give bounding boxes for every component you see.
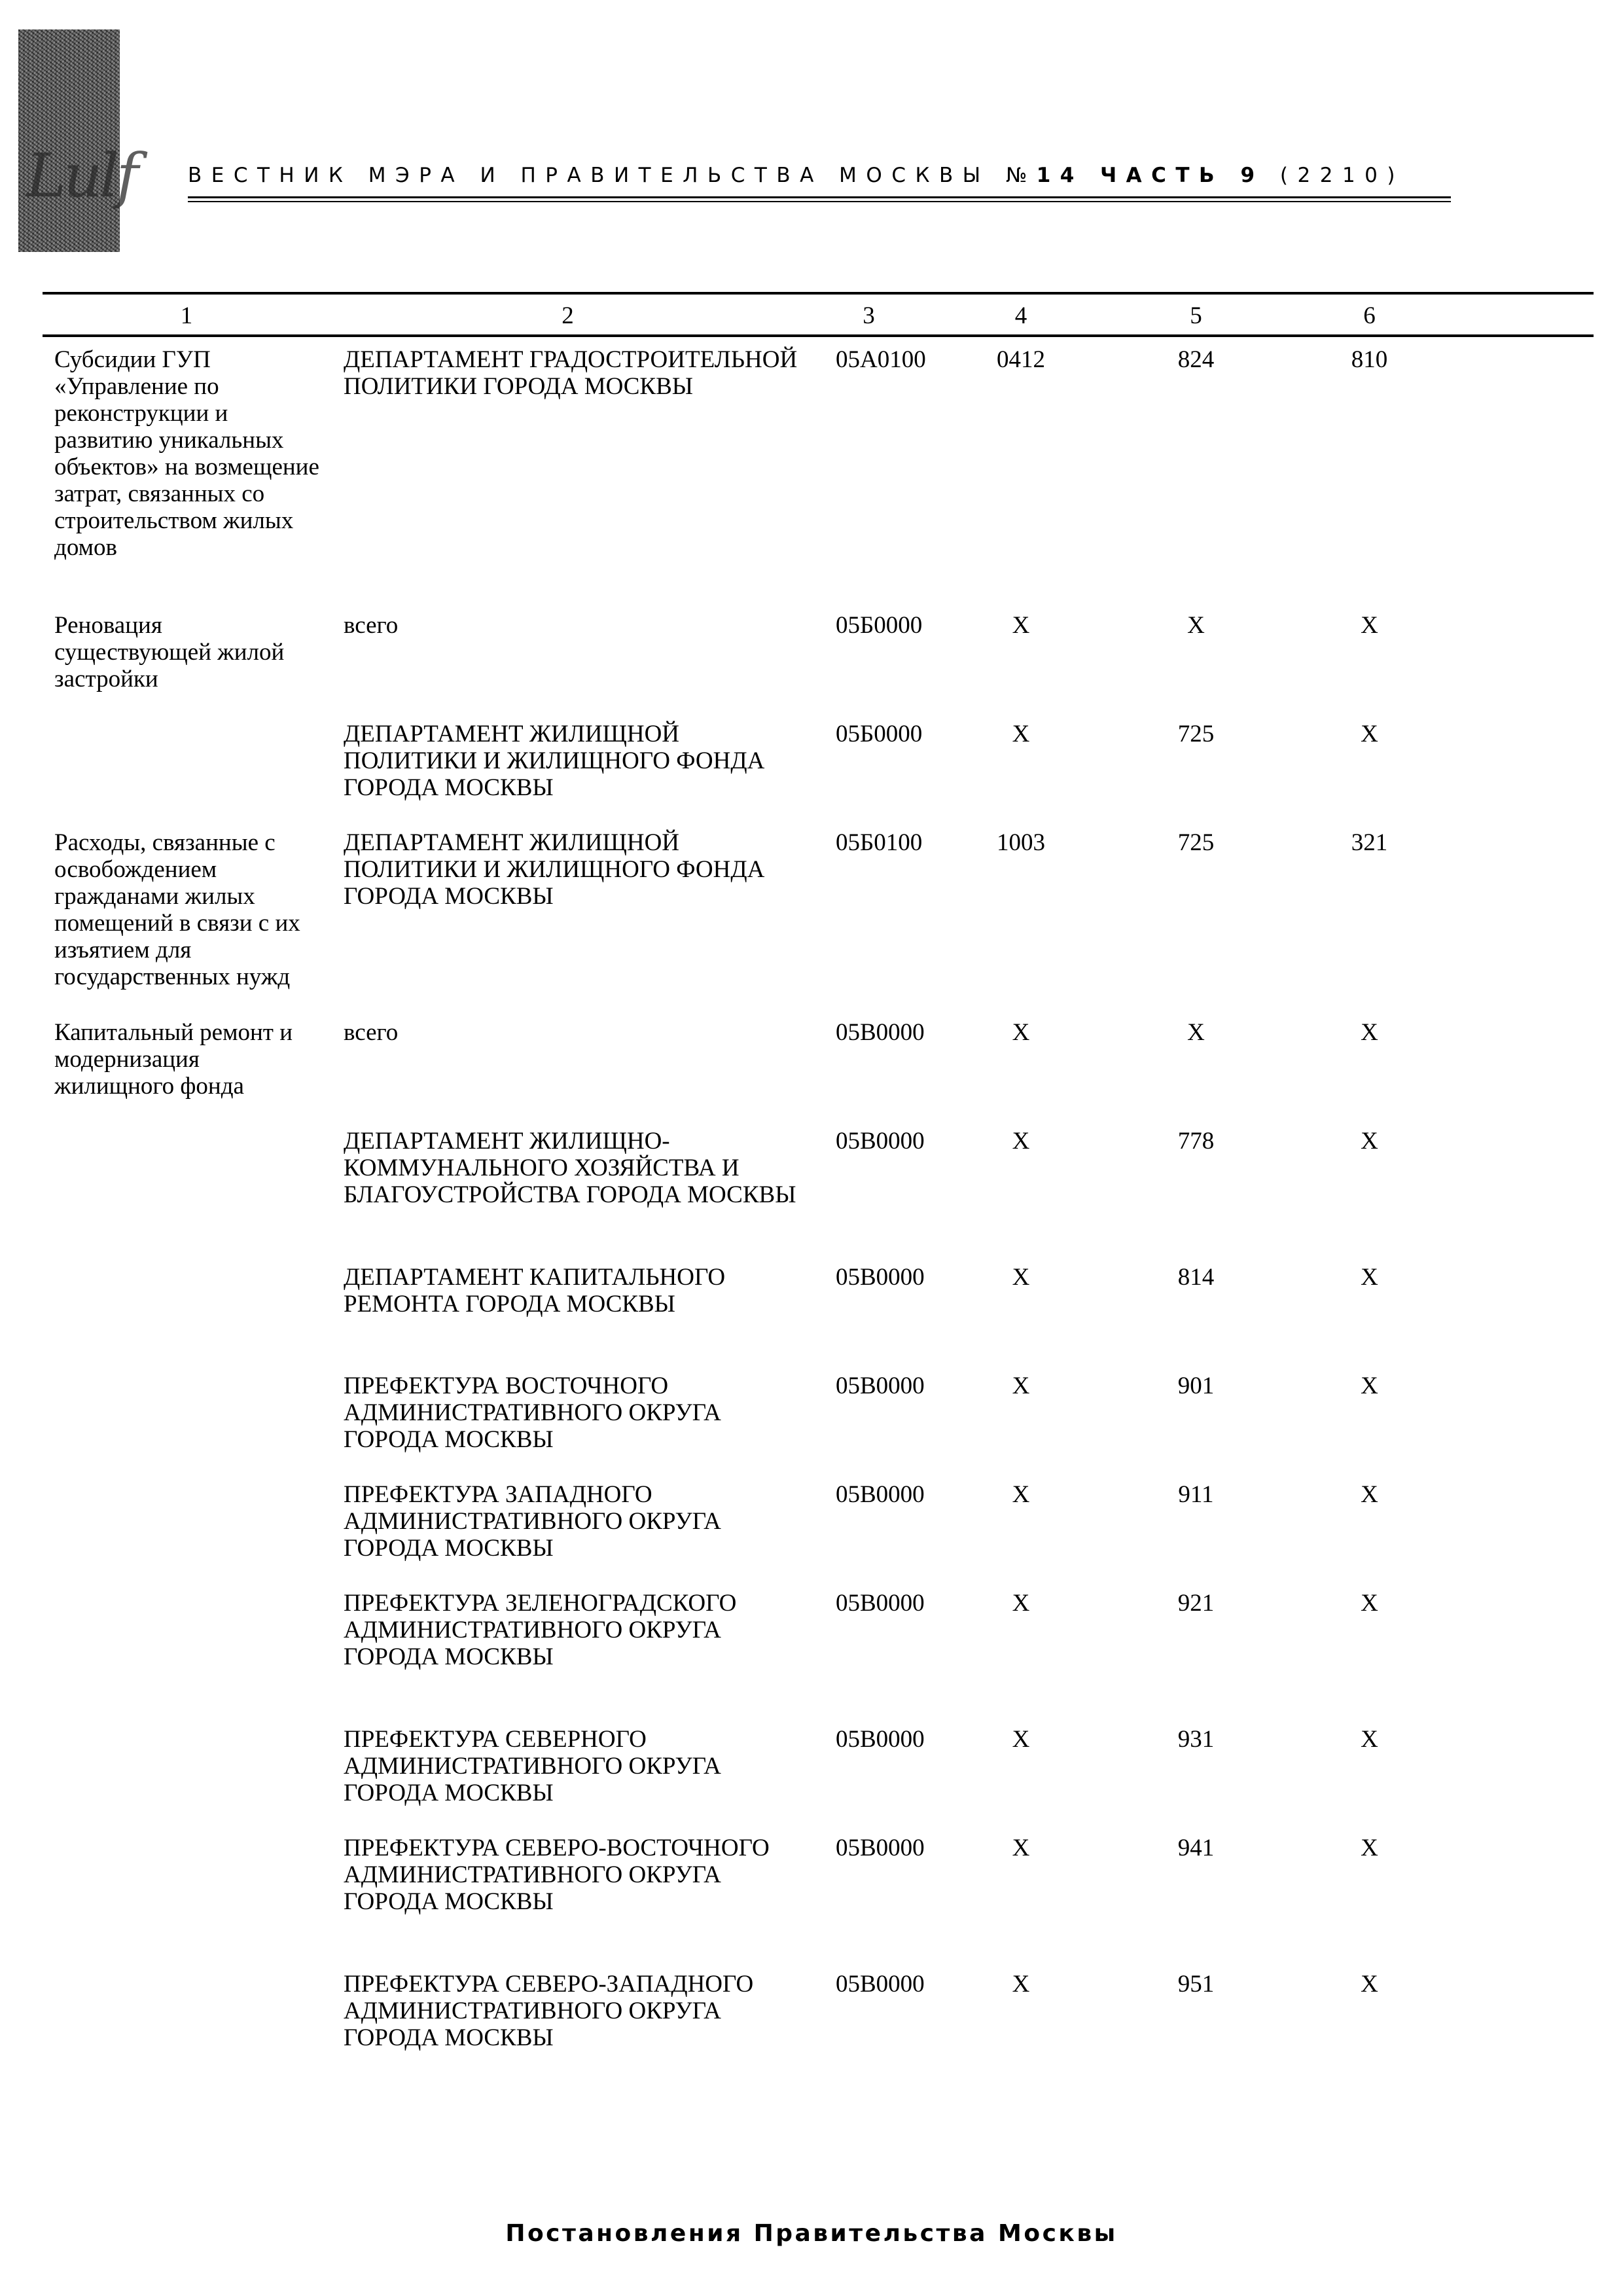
row-code: 05А0100 <box>836 346 926 373</box>
row-name: Реновация существующей жилой застройки <box>54 612 285 692</box>
row-name: Капитальный ремонт и модернизация жилищного фонда <box>54 1019 293 1100</box>
row-ministry: 921 <box>1177 1590 1215 1617</box>
table-row <box>43 1971 1594 2107</box>
row-name <box>43 1128 330 1264</box>
table-row <box>43 612 1594 721</box>
header-rule-top <box>188 196 1451 198</box>
row-ministry: 725 <box>1177 829 1215 856</box>
row-ministry: Х <box>1187 1019 1205 1046</box>
row-recipient: всего <box>344 1019 399 1046</box>
row-name <box>43 1264 330 1372</box>
row-name <box>43 1726 330 1835</box>
row-expense-type: 321 <box>1351 829 1388 856</box>
row-expense-type: Х <box>1361 1481 1378 1508</box>
logo-mark: Lulf <box>26 141 136 211</box>
row-expense-type: Х <box>1361 1372 1378 1399</box>
row-ministry: 814 <box>1177 1264 1215 1291</box>
row-recipient: ПРЕФЕКТУРА ЗЕЛЕНОГРАДСКОГО АДМИНИСТРАТИВНОГО ОКРУГА ГОРОДА МОСКВЫ <box>344 1590 737 1670</box>
row-code: 05В0000 <box>836 1019 925 1046</box>
row-code: 05Б0000 <box>836 721 923 747</box>
row-recipient: ПРЕФЕКТУРА СЕВЕРНОГО АДМИНИСТРАТИВНОГО ОКРУГА ГОРОДА МОСКВЫ <box>344 1726 721 1806</box>
row-code: 05В0000 <box>836 1971 925 1998</box>
row-section: Х <box>1012 1372 1030 1399</box>
row-recipient: ПРЕФЕКТУРА СЕВЕРО-ЗАПАДНОГО АДМИНИСТРАТИВНОГО ОКРУГА ГОРОДА МОСКВЫ <box>344 1971 754 2051</box>
row-code: 05В0000 <box>836 1726 925 1753</box>
row-code: 05Б0100 <box>836 829 923 856</box>
table-row <box>43 336 1594 612</box>
column-header: 6 <box>1283 293 1456 336</box>
row-name: Расходы, связанные с освобождением гражданами жилых помещений в связи с их изъятием для государственных нужд <box>54 829 300 990</box>
table-row <box>43 829 1594 1019</box>
row-recipient: всего <box>344 612 399 639</box>
row-name <box>43 1372 330 1481</box>
row-section: Х <box>1012 1726 1030 1753</box>
row-ministry: 778 <box>1177 1128 1215 1155</box>
row-ministry: 941 <box>1177 1835 1215 1861</box>
running-title: ВЕСТНИК МЭРА И ПРАВИТЕЛЬСТВА МОСКВЫ № <box>188 164 1037 187</box>
table-row <box>43 1019 1594 1128</box>
row-ministry: 824 <box>1177 346 1215 373</box>
row-section: 0412 <box>997 346 1045 373</box>
column-header-spacer <box>1456 293 1594 336</box>
row-expense-type: Х <box>1361 1835 1378 1861</box>
row-recipient: ПРЕФЕКТУРА ЗАПАДНОГО АДМИНИСТРАТИВНОГО ОКРУГА ГОРОДА МОСКВЫ <box>344 1481 721 1562</box>
row-ministry: 911 <box>1178 1481 1214 1508</box>
table-row <box>43 721 1594 829</box>
column-header: 4 <box>933 293 1109 336</box>
row-ministry: 951 <box>1177 1971 1215 1998</box>
row-expense-type: Х <box>1361 1590 1378 1617</box>
row-name <box>43 1971 330 2107</box>
row-section: Х <box>1012 612 1030 639</box>
table-row <box>43 1372 1594 1481</box>
table-row <box>43 1835 1594 1971</box>
row-section: Х <box>1012 1264 1030 1291</box>
row-recipient: ПРЕФЕКТУРА ВОСТОЧНОГО АДМИНИСТРАТИВНОГО ОКРУГА ГОРОДА МОСКВЫ <box>344 1372 721 1453</box>
row-section: Х <box>1012 1019 1030 1046</box>
row-name: Субсидии ГУП «Управление по реконструкции и развитию уникальных объектов» на возмещение затрат, связанных со строительством жилых домов <box>54 346 319 561</box>
row-recipient: ДЕПАРТАМЕНТ ЖИЛИЩНОЙ ПОЛИТИКИ И ЖИЛИЩНОГО ФОНДА ГОРОДА МОСКВЫ <box>344 721 765 801</box>
row-expense-type: Х <box>1361 1019 1378 1046</box>
column-header: 1 <box>43 293 330 336</box>
row-expense-type: 810 <box>1351 346 1388 373</box>
row-code: 05В0000 <box>836 1835 925 1861</box>
row-recipient: ДЕПАРТАМЕНТ КАПИТАЛЬНОГО РЕМОНТА ГОРОДА МОСКВЫ <box>344 1264 726 1318</box>
row-code: 05В0000 <box>836 1128 925 1155</box>
column-header: 5 <box>1109 293 1283 336</box>
row-expense-type: Х <box>1361 1726 1378 1753</box>
column-header: 3 <box>805 293 933 336</box>
table-row <box>43 1481 1594 1590</box>
row-recipient: ДЕПАРТАМЕНТ ЖИЛИЩНОЙ ПОЛИТИКИ И ЖИЛИЩНОГО ФОНДА ГОРОДА МОСКВЫ <box>344 829 765 910</box>
row-section: 1003 <box>997 829 1045 856</box>
column-number-row <box>43 293 1594 336</box>
row-section: Х <box>1012 1971 1030 1998</box>
row-name <box>43 1590 330 1726</box>
table-row <box>43 1726 1594 1835</box>
budget-table <box>43 292 1594 2107</box>
column-header: 2 <box>330 293 805 336</box>
row-ministry: 931 <box>1177 1726 1215 1753</box>
row-section: Х <box>1012 1481 1030 1508</box>
row-expense-type: Х <box>1361 1128 1378 1155</box>
row-recipient: ДЕПАРТАМЕНТ ЖИЛИЩНО-КОММУНАЛЬНОГО ХОЗЯЙСТВА И БЛАГОУСТРОЙСТВА ГОРОДА МОСКВЫ <box>344 1128 796 1208</box>
row-ministry: 725 <box>1177 721 1215 747</box>
row-expense-type: Х <box>1361 612 1378 639</box>
row-expense-type: Х <box>1361 1971 1378 1998</box>
issue-part: 14 ЧАСТЬ 9 <box>1036 164 1264 187</box>
issue-total: (2210) <box>1279 164 1405 187</box>
row-name <box>43 1835 330 1971</box>
table-row <box>43 1590 1594 1726</box>
row-recipient: ДЕПАРТАМЕНТ ГРАДОСТРОИТЕЛЬНОЙ ПОЛИТИКИ ГОРОДА МОСКВЫ <box>344 346 798 400</box>
row-ministry: 901 <box>1177 1372 1215 1399</box>
row-expense-type: Х <box>1361 721 1378 747</box>
row-ministry: Х <box>1187 612 1205 639</box>
row-name <box>43 721 330 829</box>
row-code: 05В0000 <box>836 1372 925 1399</box>
table-row <box>43 1128 1594 1264</box>
running-head <box>188 164 1451 187</box>
row-code: 05Б0000 <box>836 612 923 639</box>
row-code: 05В0000 <box>836 1481 925 1508</box>
header-rule-bottom <box>188 201 1451 202</box>
row-section: Х <box>1012 1835 1030 1861</box>
row-name <box>43 1481 330 1590</box>
journal-logo <box>18 29 136 252</box>
table-row <box>43 1264 1594 1372</box>
row-expense-type: Х <box>1361 1264 1378 1291</box>
row-code: 05В0000 <box>836 1264 925 1291</box>
row-section: Х <box>1012 1128 1030 1155</box>
row-recipient: ПРЕФЕКТУРА СЕВЕРО-ВОСТОЧНОГО АДМИНИСТРАТИВНОГО ОКРУГА ГОРОДА МОСКВЫ <box>344 1835 770 1915</box>
row-section: Х <box>1012 1590 1030 1617</box>
row-code: 05В0000 <box>836 1590 925 1617</box>
section-footer: Постановления Правительства Москвы <box>505 2220 1118 2247</box>
row-section: Х <box>1012 721 1030 747</box>
